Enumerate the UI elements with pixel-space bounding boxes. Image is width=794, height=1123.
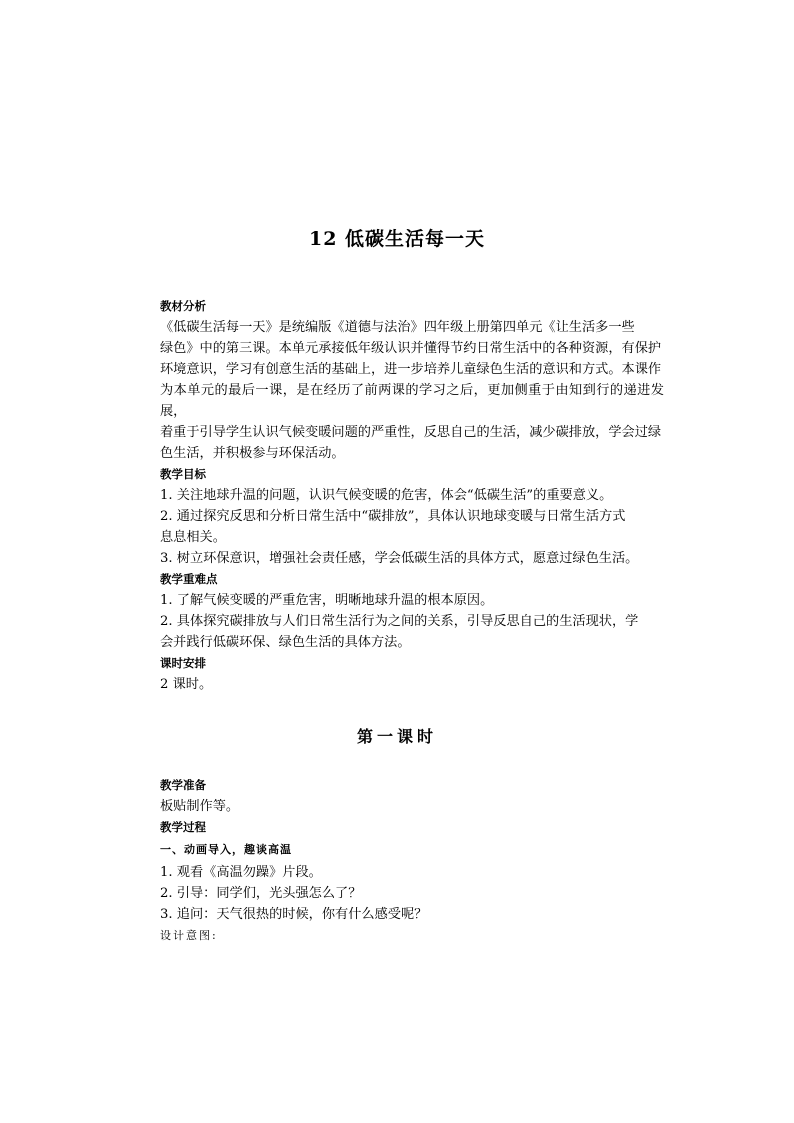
key-point-item: 1. 了解气候变暖的严重危害，明晰地球升温的根本原因。 [160,593,494,608]
key-point-item-continued: 会并践行低碳环保、绿色生活的具体方法。 [160,635,411,650]
step-heading: 一、动画导入，趣谈高温 [160,843,292,856]
analysis-line: 为本单元的最后一课，是在经历了前两课的学习之后，更加侧重于由知到行的递进发展， [160,383,664,419]
analysis-line: 色生活，并积极参与环保活动。 [160,446,345,461]
goals-list [160,485,664,569]
analysis-line: 《低碳生活每一天》是统编版《道德与法治》四年级上册第四单元《让生活多一些 [160,320,635,335]
steps-list [160,862,664,925]
goal-item-continued: 息息相关。 [160,530,226,545]
lesson-section [160,775,664,946]
step-item: 3. 追问：天气很热的时候，你有什么感受呢？ [160,907,428,922]
analysis-line: 着重于引导学生认识气候变暖问题的严重性，反思自己的生活，减少碳排放，学会过绿 [160,425,662,440]
key-points-heading: 教学重难点 [160,572,218,586]
analysis-line: 环境意识，学习有创意生活的基础上，进一步培养儿童绿色生活的意识和方式。本课作 [160,362,662,377]
goal-item: 3. 树立环保意识，增强社会责任感，学会低碳生活的具体方式，愿意过绿色生活。 [160,551,639,566]
key-point-item: 2. 具体探究碳排放与人们日常生活行为之间的关系，引导反思自己的生活现状，学 [160,614,639,629]
intro-section [160,296,664,695]
key-points-list [160,590,664,653]
document-title: 12 低碳生活每一天 [308,228,486,250]
schedule-heading: 课时安排 [160,656,206,670]
analysis-heading: 教材分析 [160,299,206,313]
goal-item: 1. 关注地球升温的问题，认识气候变暖的危害，体会“低碳生活”的重要意义。 [160,488,613,503]
lesson-title: 第一课时 [356,727,437,746]
step-item: 2. 引导：同学们，光头强怎么了？ [160,886,362,901]
design-intent-label: 设计意图: [160,929,218,942]
step-item: 1. 观看《高温勿躁》片段。 [160,865,322,880]
analysis-paragraph [160,317,664,464]
goals-heading: 教学目标 [160,467,206,481]
analysis-line: 绿色》中的第三课。本单元承接低年级认识并懂得节约日常生活中的各种资源，有保护 [160,341,662,356]
process-heading: 教学过程 [160,820,206,834]
prep-text: 板贴制作等。 [160,799,240,814]
prep-heading: 教学准备 [160,778,206,792]
schedule-text: 2 课时。 [160,677,213,692]
goal-item: 2. 通过探究反思和分析日常生活中“碳排放”，具体认识地球变暖与日常生活方式 [160,509,626,524]
